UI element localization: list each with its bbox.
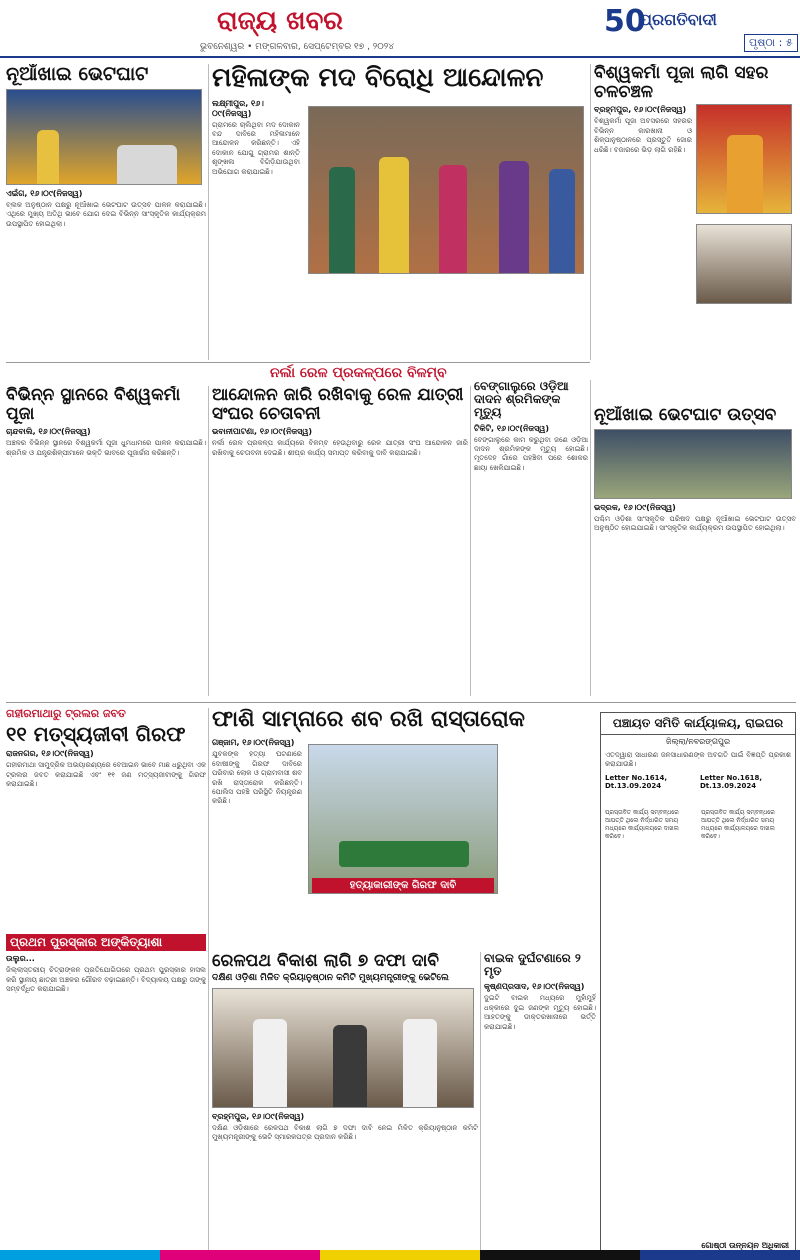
figure (339, 841, 469, 867)
photo-workshop (696, 224, 792, 304)
kicker: ଉଲୁର... (6, 954, 35, 964)
byline: ରାଜନଗର, ୧୬।୦୯(ନିଜସ୍ୱ) (6, 749, 94, 759)
photo-stage (6, 89, 202, 185)
article-body: ପଶ୍ଚିମ ଓଡ଼ିଶା ସାଂସ୍କୃତିକ ପରିଷଦ ପକ୍ଷରୁ ନୂଆଁଖାଇ ଭେଟଘାଟ ଉତ୍ସବ ଅନୁଷ୍ଠିତ ହୋଇଯାଇଛି। ସାଂସ୍କୃତିକ କାର୍ଯ୍ୟକ୍ରମ ଉପସ୍ଥାପିତ ହୋଇଥିଲା। (594, 514, 796, 533)
article-body: ଦୁଇଟି ବାଇକ ମଧ୍ୟରେ ମୁହାଁମୁହିଁ ଧକ୍କାରେ ଦୁଇ ଜଣଙ୍କ ମୃତ୍ୟୁ ହୋଇଛି। ଆହତଙ୍କୁ ଡାକ୍ତରଖାନାରେ ଭର୍ତ୍ତି କରାଯାଇଛି। (484, 994, 596, 1031)
anniversary-logo: 50 (604, 4, 646, 39)
article-body: ଅଞ୍ଚଳର ବିଭିନ୍ନ ସ୍ଥାନରେ ବିଶ୍ୱକର୍ମା ପୂଜା ଧୁମଧାମରେ ପାଳନ କରାଯାଇଛି। ଶ୍ରମିକ ଓ ଯନ୍ତ୍ରଶିଳ୍ପୀମାନେ ଭକ୍ତି ଭାବରେ ପୂଜାର୍ଚ୍ଚନା କରିଛନ୍ତି। (6, 439, 206, 457)
article-body: ଗ୍ରାମରେ ଚାଲିଥିବା ମଦ ଦୋକାନ ବନ୍ଦ ଦାବିରେ ମହିଳାମାନେ ଆନ୍ଦୋଳନ କରିଛନ୍ତି। ଏହି ଦୋକାନ ଯୋଗୁ ଗ୍ରାମର ଶାନ୍ତି ଶୃଙ୍ଖଳା ବିଗିଡ଼ିଯାଉଥିବା ଅଭିଯୋଗ କରାଯାଇଛି। (212, 120, 300, 176)
byline: ବ୍ରହ୍ମପୁର, ୧୬।୦୯(ନିଜସ୍ୱ) (212, 1111, 305, 1121)
byline: ଭବାନୀପାଟଣା, ୧୬।୦୯(ନିଜସ୍ୱ) (212, 427, 313, 437)
letter-refs (601, 772, 795, 792)
photo-caption: ହତ୍ୟାକାରୀଙ୍କ ଗିରଫ ଦାବି (312, 878, 494, 893)
figure (37, 130, 59, 185)
article-nuakhai-utsav (594, 406, 796, 696)
headline: ନୂଆଁଖାଇ ଭେଟଘାଟ (6, 64, 149, 85)
article-body: ବ୍ଲକ ଅନୁଷ୍ଠାନ ପକ୍ଷରୁ ନୂଆଁଖାଇ ଭେଟଘାଟ ଉତ୍ସବ ପାଳନ କରାଯାଇଛି। ଏଥିରେ ମୁଖ୍ୟ ଅତିଥି ଭାବେ ଯୋଗ ଦେଇ ବିଭିନ୍ନ ସାଂସ୍କୃତିକ କାର୍ଯ୍ୟକ୍ରମ ଉପସ୍ଥାପିତ ହୋଇଥିଲା। (6, 200, 206, 228)
figure (117, 145, 177, 185)
figure (253, 1019, 287, 1108)
article-rail-andolan (212, 386, 468, 696)
subhead: ଦକ୍ଷିଣ ଓଡ଼ିଶା ମିଳିତ କ୍ରିୟାନୁଷ୍ଠାନ କମିଟି ମୁଖ୍ୟମନ୍ତ୍ରୀଙ୍କୁ ଭେଟିଲେ (212, 972, 449, 983)
article-vishwakarma-city (594, 64, 796, 402)
figure (549, 169, 575, 274)
column-rule (470, 386, 471, 696)
article-body: ଜିଲ୍ଲାସ୍ତରୀୟ ଚିତ୍ରାଙ୍କନ ପ୍ରତିଯୋଗିତାରେ ପ୍ରଥମ ପୁରସ୍କାର ହାସଲ କରି ସ୍ଥାନୀୟ ଛାତ୍ରୀ ଅଞ୍ଚଳର ଗୌରବ ବଢ଼ାଇଛନ୍ତି। ବିଦ୍ୟାଳୟ ପକ୍ଷରୁ ତାଙ୍କୁ ସମ୍ବର୍ଦ୍ଧିତ କରାଯାଇଛି। (6, 966, 206, 994)
figure (403, 1019, 437, 1108)
byline: ଲକ୍ଷ୍ମୀପୁର, ୧୬।୦୯(ନିଜସ୍ୱ) (212, 98, 264, 118)
headline: ରେଳପଥ ବିକାଶ ଲାଗି ୭ ଦଫା ଦାବି (212, 952, 439, 971)
notice-subtitle: ଜିଲ୍ଲା/ନବରଙ୍ଗପୁର (665, 737, 731, 746)
headline: ୧୧ ମତ୍ସ୍ୟଜୀବୀ ଗିରଫ (6, 722, 186, 747)
byline: ବ୍ରହ୍ମପୁର, ୧୬।୦୯(ନିଜସ୍ୱ) (594, 105, 687, 115)
article-body: ଦକ୍ଷିଣ ଓଡ଼ିଶାରେ ରେଳପଥ ବିକାଶ ଲାଗି ୭ ଦଫା ଦାବି ନେଇ ମିଳିତ କ୍ରିୟାନୁଷ୍ଠାନ କମିଟି ମୁଖ୍ୟମନ୍ତ୍ରୀଙ୍କୁ ଭେଟି ସ୍ମାରକପତ୍ର ପ୍ରଦାନ କରିଛି। (212, 1123, 478, 1142)
column-rule (480, 952, 481, 1250)
article-rastaroko (212, 708, 596, 950)
article-body: ବିଶ୍ୱକର୍ମା ପୂଜା ଅବସରରେ ସହରର ବିଭିନ୍ନ କାରଖାନା ଓ ଶିଳ୍ପାନୁଷ୍ଠାନରେ ପ୍ରସ୍ତୁତି ଜୋର ଧରିଛି। ବଜାରରେ ଭିଡ଼ ଲାଗି ରହିଛି। (594, 117, 692, 154)
headline: ଫାଶି ସାମ୍ନାରେ ଶବ ରଖି ରାସ୍ତାରୋକ (212, 708, 525, 732)
headline: ବାଇକ ଦୁର୍ଘଟଣାରେ ୨ ମୃତ (484, 952, 581, 979)
notice-intro: ଏତଦ୍ୱାରା ସାଧାରଣ ଜନସାଧାରଣଙ୍କ ଅବଗତି ପାଇଁ ବିଜ୍ଞପ୍ତି ପ୍ରକାଶ କରାଯାଉଛି। (605, 751, 791, 769)
article-body: ନର୍ଲା ରେଳ ପ୍ରକଳ୍ପ କାର୍ଯ୍ୟରେ ବିଳମ୍ବ ହେଉଥିବାରୁ ରେଳ ଯାତ୍ରୀ ସଂଘ ଆନ୍ଦୋଳନ ଜାରି ରଖିବାକୁ ଚେତାବନୀ ଦେଇଛି। ଶୀଘ୍ର କାର୍ଯ୍ୟ ସମାପ୍ତ କରିବାକୁ ଦାବି କରାଯାଇଛି। (212, 439, 468, 457)
article-prize (6, 934, 206, 1248)
letter-body: ପ୍ରସ୍ତାବିତ କାର୍ଯ୍ୟ ସମ୍ବନ୍ଧରେ ଆପତ୍ତି ଥିଲେ ନିର୍ଦ୍ଧାରିତ ସମୟ ମଧ୍ୟରେ କାର୍ଯ୍ୟାଳୟରେ ଦାଖଲ କରିବେ। (701, 809, 775, 841)
byline: ଚାନ୍ଦବାଲି, ୧୬।୦୯(ନିଜସ୍ୱ) (6, 427, 91, 437)
figure (499, 161, 529, 274)
photo-roadblock (308, 744, 498, 894)
article-vishwakarma-places (6, 386, 206, 696)
article-worker-death (474, 380, 588, 696)
headline: ମହିଳାଙ୍କ ମଦ ବିରୋଧି ଆନ୍ଦୋଳନ (212, 64, 544, 93)
column-rule (208, 708, 209, 1250)
figure (329, 167, 355, 274)
photo-idol (696, 104, 792, 214)
figure (727, 135, 763, 214)
headline: ବିଭିନ୍ନ ସ୍ଥାନରେ ବିଶ୍ୱକର୍ମା ପୂଜା (6, 386, 181, 424)
letter-ref: Letter No.1614, Dt.13.09.2024 (605, 773, 668, 790)
article-body: ବେଙ୍ଗାଲୁରେ କାମ କରୁଥିବା ଜଣେ ଓଡ଼ିଆ ଦାଦନ ଶ୍ରମିକଙ୍କ ମୃତ୍ୟୁ ହୋଇଛି। ମୃତଦେହ ଗାଁରେ ପହଞ୍ଚିବା ପରେ ଶୋକର ଛାୟା ଖେଳିଯାଇଛି। (474, 435, 588, 472)
article-railway-demands (212, 952, 478, 1250)
article-body: ଯୁବକଙ୍କ ହତ୍ୟା ଘଟଣାରେ ଦୋଷୀଙ୍କୁ ଗିରଫ ଦାବିରେ ପରିବାର ଲୋକ ଓ ଗ୍ରାମବାସୀ ଶବ ରଖି ରାସ୍ତାରୋକ କରିଛନ୍ତି। ପୋଲିସ ପହଞ୍ଚି ପରିସ୍ଥିତି ନିୟନ୍ତ୍ରଣ କରିଛି। (212, 750, 302, 806)
section-rule (6, 362, 590, 363)
column-rule (590, 64, 591, 360)
photo-meeting (212, 988, 474, 1108)
figure (379, 157, 409, 274)
letter-ref: Letter No.1618, Dt.13.09.2024 (700, 773, 763, 790)
byline: ଟିକିଟି, ୧୬।୦୯(ନିଜସ୍ୱ) (474, 423, 549, 433)
article-nuakhai-top (6, 64, 206, 360)
newspaper-brand: ପ୍ରଗତିବାଦୀ (640, 10, 717, 29)
headline: ବିଶ୍ୱକର୍ମା ପୂଜା ଲାଗି ସହର ଚଳଚଞ୍ଚଳ (594, 64, 769, 102)
page-number: ପୃଷ୍ଠା : ୫ (744, 34, 798, 52)
figure (439, 165, 467, 274)
figure (333, 1025, 367, 1108)
headline: ନୂଆଁଖାଇ ଭେଟଘାଟ ଉତ୍ସବ (594, 406, 777, 425)
article-bike-accident (484, 952, 596, 1250)
headline: ପ୍ରଥମ ପୁରସ୍କାର ଅଙ୍କିତ୍ୟାଶା (6, 934, 206, 951)
dateline: ଭୁବନେଶ୍ୱର • ମଙ୍ଗଳବାର, ସେପ୍ଟେମ୍ବର ୧୭ , ୨୦୨୪ (200, 42, 395, 52)
notice-title: ପଞ୍ଚାୟତ ସମିତି କାର୍ଯ୍ୟାଳୟ, ରାଇଘର (601, 713, 795, 735)
column-rule (208, 386, 209, 696)
column-rule (590, 380, 591, 696)
masthead (0, 0, 800, 58)
article-body: ଗହୀରମାଥା ସାମୁଦ୍ରିକ ଅଭୟାରଣ୍ୟରେ ବେଆଇନ ଭାବେ ମାଛ ଧରୁଥିବା ଏକ ଟ୍ରଲର ଜବତ କରାଯାଇଛି ଏବଂ ୧୧ ଜଣ ମତ୍ସ୍ୟଜୀବୀଙ୍କୁ ଗିରଫ କରାଯାଇଛି। (6, 761, 206, 788)
byline: ଏଇଁଗ, ୧୬।୦୯(ନିଜସ୍ୱ) (6, 188, 83, 198)
kicker: ଗହୀରମାଥାରୁ ଟ୍ରଲର ଜବତ (6, 708, 126, 720)
section-rule (6, 702, 796, 703)
letter-body: ପ୍ରସ୍ତାବିତ କାର୍ଯ୍ୟ ସମ୍ବନ୍ଧରେ ଆପତ୍ତି ଥିଲେ ନିର୍ଦ୍ଧାରିତ ସମୟ ମଧ୍ୟରେ କାର୍ଯ୍ୟାଳୟରେ ଦାଖଲ କରିବେ। (605, 809, 679, 841)
article-fishermen (6, 708, 206, 930)
notice-signature: ଗୋଷ୍ଠୀ ଉନ୍ନୟନ ଅଧିକାରୀ (701, 1241, 789, 1250)
public-notice (600, 712, 796, 1256)
rail-strip-heading: ନର୍ଲା ରେଳ ପ୍ରକଳ୍ପରେ ବିଳମ୍ବ (270, 365, 447, 381)
photo-protest (308, 106, 584, 274)
byline: ଗଞ୍ଜାମ, ୧୬।୦୯(ନିଜସ୍ୱ) (212, 738, 295, 748)
photo-group (594, 429, 792, 499)
headline: ଆନ୍ଦୋଳନ ଜାରି ରଖିବାକୁ ରେଳ ଯାତ୍ରୀ ସଂଘର ଚେତାବନୀ (212, 386, 464, 424)
section-name: ରାଜ୍ୟ ଖବର (216, 6, 344, 36)
byline: କୃଷ୍ଣପ୍ରସାଦ, ୧୬।୦୯(ନିଜସ୍ୱ) (484, 982, 585, 992)
article-mahila-andolan (212, 64, 588, 354)
headline: ବେଙ୍ଗାଲୁରେ ଓଡ଼ିଆ ଦାଦନ ଶ୍ରମିକଙ୍କ ମୃତ୍ୟୁ (474, 380, 569, 420)
byline: ଭଦ୍ରକ, ୧୬।୦୯(ନିଜସ୍ୱ) (594, 502, 676, 512)
column-rule (208, 64, 209, 360)
color-registration-bar (0, 1250, 800, 1260)
